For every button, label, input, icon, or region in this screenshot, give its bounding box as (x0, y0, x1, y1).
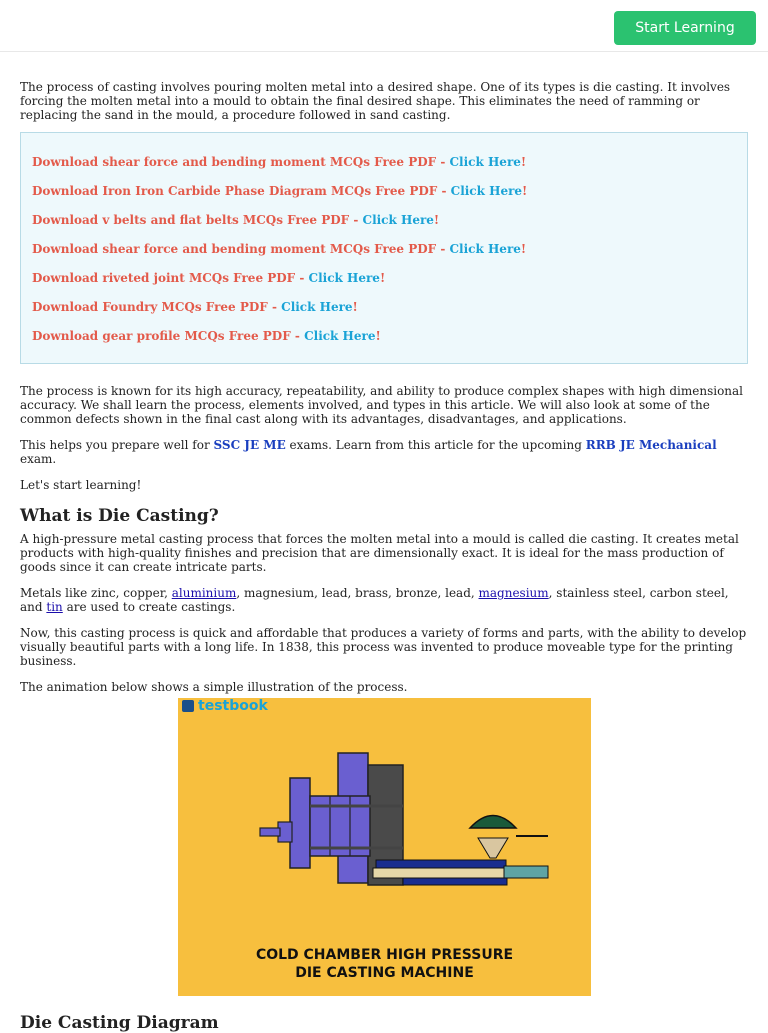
download-item: Download shear force and bending moment MCQs Free PDF - Click Here! (32, 155, 527, 169)
download-item: Download gear profile MCQs Free PDF - Click Here! (32, 329, 381, 343)
overview-paragraph: The process is known for its high accuracy, repeatability, and ability to produce complex shapes with high dimensional accuracy. We shall learn the process, elements involved, and types in this article. We will also look at some of the common defects shown in the final cast along with its advantages, disadvantages, and applications. (20, 384, 744, 426)
machine-illustration (178, 698, 591, 938)
definition-paragraph: A high-pressure metal casting process that forces the molten metal into a mould is called die casting. It creates metal products with high-quality finishes and precision that are dimensionally exact. It is ideal for the mass production of goods since it can create intricate parts. (20, 532, 739, 574)
download-item: Download v belts and flat belts MCQs Free PDF - Click Here! (32, 213, 440, 227)
prep-paragraph: This helps you prepare well for SSC JE ME exams. Learn from this article for the upcoming RRB JE Mechanical exam. (20, 438, 717, 466)
metals-paragraph: Metals like zinc, copper, aluminium, magnesium, lead, brass, bronze, lead, magnesium, stainless steel, carbon steel, and tin are used to create castings. (20, 586, 729, 614)
start-paragraph: Let's start learning! (20, 478, 142, 492)
download-item: Download shear force and bending moment MCQs Free PDF - Click Here! (32, 242, 527, 256)
tin-link[interactable]: tin (46, 600, 63, 614)
download-item: Download Iron Iron Carbide Phase Diagram MCQs Free PDF - Click Here! (32, 184, 528, 198)
click-here-link[interactable]: Click Here (308, 271, 380, 285)
click-here-link[interactable]: Click Here (449, 155, 521, 169)
ladle (470, 816, 516, 829)
article-content (20, 80, 748, 706)
download-item: Download riveted joint MCQs Free PDF - Click Here! (32, 271, 386, 285)
download-box (20, 132, 748, 364)
click-here-link[interactable]: Click Here (449, 242, 521, 256)
start-learning-button[interactable]: Start Learning (614, 11, 756, 45)
ssc-je-me-link[interactable]: SSC JE ME (213, 438, 286, 452)
click-here-link[interactable]: Click Here (281, 300, 353, 314)
plunger (504, 866, 548, 878)
figure-caption: COLD CHAMBER HIGH PRESSURE DIE CASTING MACHINE (255, 947, 514, 981)
molten-metal (373, 868, 513, 878)
history-paragraph: Now, this casting process is quick and affordable that produces a variety of forms and parts, with the ability to develop visually beautiful parts with a long life. In 1838, this process was invented to produce moveable type for the printing business. (20, 626, 747, 668)
animation-intro: The animation below shows a simple illustration of the process. (20, 680, 408, 694)
pouring-stream (478, 838, 508, 858)
rrb-je-mechanical-link[interactable]: RRB JE Mechanical (585, 438, 717, 452)
die-casting-animation (178, 698, 591, 996)
magnesium-link[interactable]: magnesium (478, 586, 549, 600)
ejector-platen (290, 778, 310, 868)
shot-sleeve (376, 860, 506, 868)
aluminium-link[interactable]: aluminium (171, 586, 237, 600)
section-heading: What is Die Casting? (20, 506, 219, 526)
next-section-heading: Die Casting Diagram (20, 1013, 219, 1033)
download-item: Download Foundry MCQs Free PDF - Click Here! (32, 300, 358, 314)
top-bar (0, 0, 768, 52)
click-here-link[interactable]: Click Here (304, 329, 376, 343)
click-here-link[interactable]: Click Here (450, 184, 523, 198)
click-here-link[interactable]: Click Here (362, 213, 434, 227)
intro-paragraph: The process of casting involves pouring molten metal into a desired shape. One of its types is die casting. It involves forcing the molten metal into a mould to obtain the final desired shape. This eliminates the need of ramming or replacing the sand in the mould, a procedure followed in sand casting. (20, 80, 731, 122)
testbook-logo: testbook (182, 698, 268, 714)
